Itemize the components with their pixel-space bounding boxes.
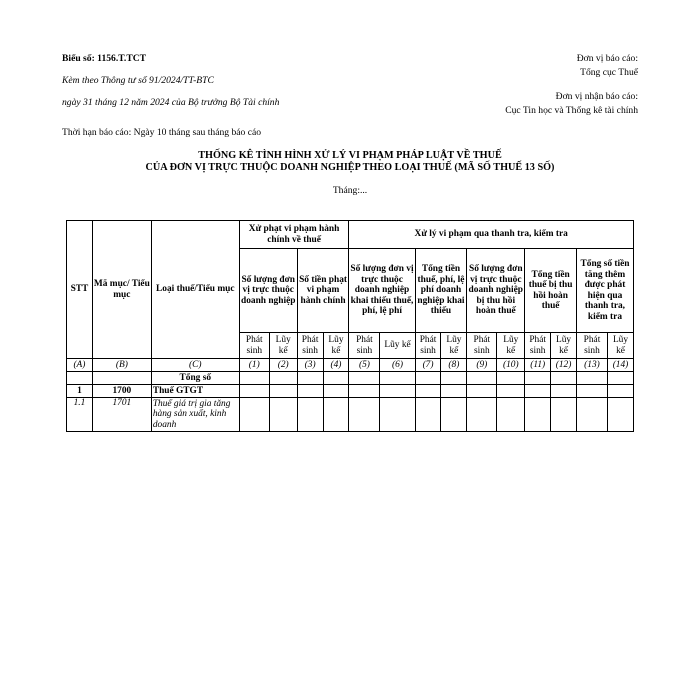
- reporting-unit: Tổng cục Thuế: [580, 67, 638, 78]
- index-cell: (1): [239, 359, 269, 372]
- row-stt: 1.1: [67, 398, 93, 432]
- sub-header-3: Số lượng đơn vị trực thuộc doanh nghiệp khai thiếu thuế, phí, lệ phí: [349, 249, 415, 333]
- index-cell: (11): [525, 359, 551, 372]
- title-line-2: CỦA ĐƠN VỊ TRỰC THUỘC DOANH NGHIỆP THEO LOẠI THUẾ (MÃ SỐ THUẾ 13 SỐ): [145, 162, 555, 173]
- cumulative-header: Lũy kế: [608, 333, 634, 359]
- cumulative-header: Lũy kế: [323, 333, 349, 359]
- arising-header: Phát sinh: [467, 333, 497, 359]
- arising-header: Phát sinh: [525, 333, 551, 359]
- sub-header-4: Tổng tiền thuế, phí, lệ phí doanh nghiệp khai thiếu: [415, 249, 467, 333]
- index-cell: (5): [349, 359, 380, 372]
- arising-header: Phát sinh: [297, 333, 323, 359]
- arising-header: Phát sinh: [415, 333, 441, 359]
- row-code: 1701: [92, 398, 151, 432]
- arising-header: Phát sinh: [349, 333, 380, 359]
- sub-header-5: Số lượng đơn vị trực thuộc doanh nghiệp bị thu hồi hoàn thuế: [467, 249, 525, 333]
- report-deadline: Thời hạn báo cáo: Ngày 10 tháng sau tháng báo cáo: [62, 127, 262, 138]
- attach-line-1: Kèm theo Thông tư số 91/2024/TT-BTC: [62, 75, 214, 86]
- sub-header-1: Số lượng đơn vị trực thuộc doanh nghiệp: [239, 249, 297, 333]
- cumulative-header: Lũy kế: [269, 333, 297, 359]
- total-label: Tổng số: [151, 372, 239, 385]
- index-cell: (13): [576, 359, 607, 372]
- title-line-1: THỐNG KÊ TÌNH HÌNH XỬ LÝ VI PHẠM PHÁP LUẬT VỀ THUẾ: [198, 150, 502, 161]
- index-cell: (C): [151, 359, 239, 372]
- header-right: [438, 52, 638, 118]
- statistics-table: [66, 220, 634, 432]
- report-month: Tháng:...: [332, 185, 368, 196]
- report-title: [62, 150, 638, 174]
- cumulative-header: Lũy kế: [551, 333, 577, 359]
- receiving-unit-label: Đơn vị nhận báo cáo:: [555, 91, 638, 102]
- group-admin-header: Xử phạt vi phạm hành chính về thuế: [239, 221, 349, 249]
- index-cell: (2): [269, 359, 297, 372]
- index-cell: (12): [551, 359, 577, 372]
- form-code: Biểu số: 1156.T.TCT: [62, 53, 147, 64]
- attach-line-2: ngày 31 tháng 12 năm 2024 của Bộ trưởng Bộ Tài chính: [62, 97, 280, 108]
- table-row: [67, 385, 634, 398]
- arising-header: Phát sinh: [576, 333, 607, 359]
- reporting-unit-label: Đơn vị báo cáo:: [576, 53, 638, 64]
- total-row: [67, 372, 634, 385]
- cumulative-header: Lũy kế: [441, 333, 467, 359]
- table-row: [67, 398, 634, 432]
- index-cell: (B): [92, 359, 151, 372]
- index-cell: (A): [67, 359, 93, 372]
- cumulative-header: Lũy kế: [380, 333, 415, 359]
- index-cell: (8): [441, 359, 467, 372]
- index-cell: (6): [380, 359, 415, 372]
- row-code: 1700: [92, 385, 151, 398]
- index-row: [67, 359, 634, 372]
- row-name: Thuế GTGT: [151, 385, 239, 398]
- sub-header-7: Tổng số tiền tăng thêm được phát hiện qua thanh tra, kiểm tra: [576, 249, 633, 333]
- index-cell: (14): [608, 359, 634, 372]
- col-type-header: Loại thuế/Tiểu mục: [151, 221, 239, 359]
- index-cell: (3): [297, 359, 323, 372]
- cumulative-header: Lũy kế: [497, 333, 525, 359]
- arising-header: Phát sinh: [239, 333, 269, 359]
- sub-header-6: Tổng tiền thuế bị thu hồi hoàn thuế: [525, 249, 577, 333]
- receiving-unit: Cục Tin học và Thống kê tài chính: [505, 105, 638, 116]
- index-cell: (7): [415, 359, 441, 372]
- row-name: Thuế giá trị gia tăng hàng sản xuất, kinh doanh: [151, 398, 239, 432]
- sub-header-2: Số tiền phạt vi phạm hành chính: [297, 249, 349, 333]
- col-stt-header: STT: [67, 221, 93, 359]
- row-stt: 1: [67, 385, 93, 398]
- col-code-header: Mã mục/ Tiểu mục: [92, 221, 151, 359]
- index-cell: (4): [323, 359, 349, 372]
- index-cell: (9): [467, 359, 497, 372]
- index-cell: (10): [497, 359, 525, 372]
- header-left: [62, 52, 302, 110]
- group-inspect-header: Xử lý vi phạm qua thanh tra, kiểm tra: [349, 221, 634, 249]
